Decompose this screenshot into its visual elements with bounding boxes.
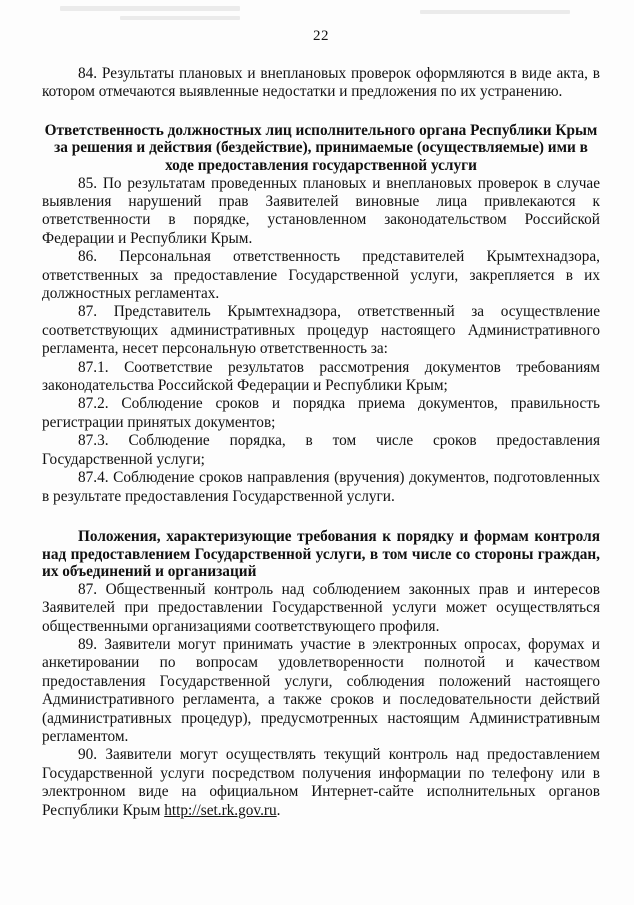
paragraph-87-2: 87.2. Соблюдение сроков и порядка приема документов, правильность регистрации принятых документов; (42, 395, 600, 431)
section-heading-responsibility: Ответственность должностных лиц исполнительного органа Республики Крым за решения и действия (бездействие), принимаемые (осуществляемые) ими в ходе предоставления государственной услуги (44, 121, 598, 174)
scan-artifact (420, 10, 570, 14)
paragraph-87-3: 87.3. Соблюдение порядка, в том числе сроков предоставления Государственной услуги; (42, 432, 600, 468)
paragraph-87: 87. Представитель Крымтехнадзора, ответственный за осуществление соответствующих административных процедур настоящего Административного регламента, несет персональную ответственность за: (42, 303, 600, 358)
section-heading-control: Положения, характеризующие требования к порядку и формам контроля над предоставлением Государственной услуги, в том числе со стороны граждан, их объединений и организаций (42, 527, 600, 581)
paragraph-89: 89. Заявители могут принимать участие в электронных опросах, форумах и анкетировании по вопросам удовлетворенности полнотой и качеством предоставления Государственной услуги, соблюдения положений настоящего Административного регламента, а также сроков и последовательности действий (административных процедур), предусмотренных настоящим Административным регламентом. (42, 635, 600, 745)
scan-artifact (60, 6, 240, 11)
paragraph-87-1: 87.1. Соответствие результатов рассмотрения документов требованиям законодательства Российской Федерации и Республики Крым; (42, 358, 600, 395)
paragraph-90 (42, 746, 600, 820)
paragraph-90-end: . (276, 801, 281, 819)
paragraph-86: 86. Персональная ответственность представителей Крымтехнадзора, ответственных за предоставление Государственной услуги, закрепляется в их должностных регламентах. (42, 248, 600, 303)
paragraph-84: 84. Результаты плановых и внеплановых проверок оформляются в виде акта, в котором отмечаются выявленные недостатки и предложения по их устранению. (42, 65, 600, 101)
page-number: 22 (313, 28, 329, 44)
paragraph-85: 85. По результатам проведенных плановых и внеплановых проверок в случае выявления нарушений прав Заявителей виновные лица привлекаются к ответственности в порядке, установленном законодательством Российской Федерации и Республики Крым. (42, 174, 600, 247)
scan-artifact (120, 16, 240, 20)
paragraph-87-4: 87.4. Соблюдение сроков направления (вручения) документов, подготовленных в результате предоставления Государственной услуги. (42, 469, 600, 505)
official-site-link[interactable]: http://set.rk.gov.ru (164, 801, 277, 819)
paragraph-90-text: 90. Заявители могут осуществлять текущий контроль над предоставлением Государственной услуги посредством получения информации по телефону или в электронном виде на официальном Интернет-сайте исполнительных органов Республики Крым (42, 746, 600, 819)
paragraph-87-public-control: 87. Общественный контроль над соблюдением законных прав и интересов Заявителей при предоставлении Государственной услуги может осуществляться общественными организациями соответствующего профиля. (42, 580, 600, 635)
